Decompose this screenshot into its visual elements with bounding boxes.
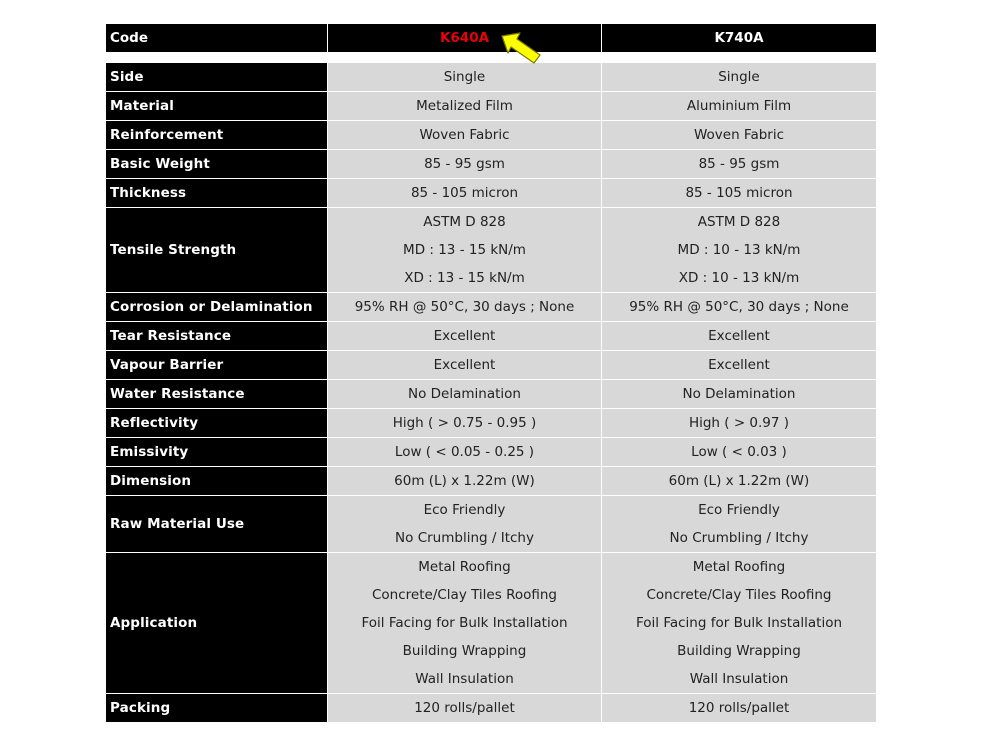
spec-value-k640a <box>327 293 601 321</box>
spec-label: Tensile Strength <box>106 208 327 292</box>
spec-label: Material <box>106 92 327 120</box>
spec-value-k640a <box>327 496 601 552</box>
spec-row <box>106 321 876 350</box>
spec-value-line: XD : 10 - 13 kN/m <box>678 270 800 286</box>
spec-value-line: 95% RH @ 50°C, 30 days ; None <box>354 299 575 315</box>
spec-value-k740a <box>601 553 876 693</box>
spec-row <box>106 693 876 722</box>
spec-row <box>106 178 876 207</box>
spec-value-k640a <box>327 409 601 437</box>
spec-value-k740a <box>601 121 876 149</box>
spec-value-k640a <box>327 694 601 722</box>
spec-value-line: Woven Fabric <box>693 127 785 143</box>
spec-value-k640a <box>327 179 601 207</box>
spec-value-k740a <box>601 208 876 292</box>
spec-value-line: No Crumbling / Itchy <box>395 530 534 546</box>
spec-label: Water Resistance <box>106 380 327 408</box>
spec-value-line: Woven Fabric <box>419 127 510 143</box>
spec-value-k640a <box>327 351 601 379</box>
spec-value-k740a <box>601 694 876 722</box>
spec-value-line: Wall Insulation <box>415 671 514 687</box>
spec-value-line: 85 - 105 micron <box>685 185 793 201</box>
spec-value-k740a <box>601 380 876 408</box>
spec-value-k740a <box>601 150 876 178</box>
spec-value-line: Excellent <box>708 357 770 373</box>
spec-row <box>106 466 876 495</box>
spec-row <box>106 437 876 466</box>
spec-row <box>106 149 876 178</box>
spec-label: Application <box>106 553 327 693</box>
spec-value-k740a <box>601 438 876 466</box>
spec-value-line: 60m (L) x 1.22m (W) <box>668 473 810 489</box>
yellow-arrow-icon <box>498 30 544 66</box>
spec-row <box>106 350 876 379</box>
spec-value-line: No Delamination <box>682 386 796 402</box>
spec-value-k640a <box>327 92 601 120</box>
spec-value-k640a <box>327 121 601 149</box>
spec-value-k740a <box>601 293 876 321</box>
spec-label: Raw Material Use <box>106 496 327 552</box>
spec-value-line: No Delamination <box>408 386 521 402</box>
spec-value-line: Low ( < 0.03 ) <box>691 444 787 460</box>
spec-value-line: Building Wrapping <box>402 643 527 659</box>
spec-value-line: Wall Insulation <box>689 671 789 687</box>
spec-value-line: ASTM D 828 <box>697 214 781 230</box>
spec-value-k640a <box>327 553 601 693</box>
spec-row <box>106 63 876 91</box>
spec-row <box>106 91 876 120</box>
spec-value-line: Eco Friendly <box>423 502 506 518</box>
spec-value-line: MD : 10 - 13 kN/m <box>677 242 801 258</box>
spec-value-k740a <box>601 351 876 379</box>
spec-value-k640a <box>327 467 601 495</box>
spec-label: Vapour Barrier <box>106 351 327 379</box>
spec-value-k640a <box>327 322 601 350</box>
spec-value-line: Foil Facing for Bulk Installation <box>635 615 843 631</box>
spec-label: Tear Resistance <box>106 322 327 350</box>
spec-value-k740a <box>601 467 876 495</box>
header-row <box>106 24 876 52</box>
spec-row <box>106 120 876 149</box>
spec-value-line: Metal Roofing <box>418 559 511 575</box>
spec-value-k740a <box>601 179 876 207</box>
spec-value-line: Building Wrapping <box>677 643 801 659</box>
spec-value-k740a <box>601 409 876 437</box>
spec-label: Emissivity <box>106 438 327 466</box>
spec-value-k640a <box>327 63 601 91</box>
spec-value-line: High ( > 0.75 - 0.95 ) <box>392 415 537 431</box>
spec-label: Reinforcement <box>106 121 327 149</box>
spec-rows <box>106 63 876 722</box>
spec-value-line: 120 rolls/pallet <box>414 700 515 716</box>
spec-value-line: 85 - 95 gsm <box>424 156 505 172</box>
spec-value-line: Foil Facing for Bulk Installation <box>361 615 568 631</box>
spec-value-k740a <box>601 63 876 91</box>
spec-value-k640a <box>327 150 601 178</box>
spec-value-line: Single <box>443 69 486 85</box>
spec-value-line: High ( > 0.97 ) <box>688 415 790 431</box>
product-code-k640a: K640A <box>327 24 601 52</box>
spec-value-line: 95% RH @ 50°C, 30 days ; None <box>629 299 849 315</box>
spec-row <box>106 379 876 408</box>
spec-value-line: Metalized Film <box>416 98 513 114</box>
spec-value-k640a <box>327 438 601 466</box>
spec-row <box>106 552 876 693</box>
code-label: Code <box>110 30 149 46</box>
spec-value-k740a <box>601 496 876 552</box>
spec-label: Basic Weight <box>106 150 327 178</box>
spec-row <box>106 408 876 437</box>
spec-value-line: 85 - 105 micron <box>410 185 519 201</box>
spec-value-line: Excellent <box>708 328 770 344</box>
spec-label: Packing <box>106 694 327 722</box>
product-code-k740a: K740A <box>601 24 876 52</box>
spec-label: Dimension <box>106 467 327 495</box>
spec-value-line: 60m (L) x 1.22m (W) <box>394 473 535 489</box>
spec-value-k740a <box>601 92 876 120</box>
spec-value-line: Single <box>718 69 760 85</box>
spec-value-line: MD : 13 - 15 kN/m <box>403 242 526 258</box>
spec-value-line: XD : 13 - 15 kN/m <box>404 270 525 286</box>
spec-value-line: Low ( < 0.05 - 0.25 ) <box>394 444 535 460</box>
spec-value-line: No Crumbling / Itchy <box>669 530 809 546</box>
spec-value-line: Aluminium Film <box>686 98 792 114</box>
spec-value-line: Excellent <box>433 357 496 373</box>
spec-label: Thickness <box>106 179 327 207</box>
spec-value-k740a <box>601 322 876 350</box>
spec-label: Corrosion or Delamination <box>106 293 327 321</box>
spec-value-line: Concrete/Clay Tiles Roofing <box>646 587 832 603</box>
spec-value-line: Excellent <box>433 328 496 344</box>
spec-label: Side <box>106 63 327 91</box>
spec-value-line: 85 - 95 gsm <box>698 156 780 172</box>
spec-row <box>106 207 876 292</box>
spec-value-line: 120 rolls/pallet <box>688 700 790 716</box>
spec-value-line: Metal Roofing <box>692 559 786 575</box>
spec-value-k640a <box>327 208 601 292</box>
spec-label: Reflectivity <box>106 409 327 437</box>
spec-value-k640a <box>327 380 601 408</box>
spec-value-line: ASTM D 828 <box>423 214 506 230</box>
spec-value-line: Eco Friendly <box>698 502 780 518</box>
spec-row <box>106 495 876 552</box>
spec-sheet <box>106 24 876 722</box>
spec-value-line: Concrete/Clay Tiles Roofing <box>372 587 557 603</box>
spec-row <box>106 292 876 321</box>
